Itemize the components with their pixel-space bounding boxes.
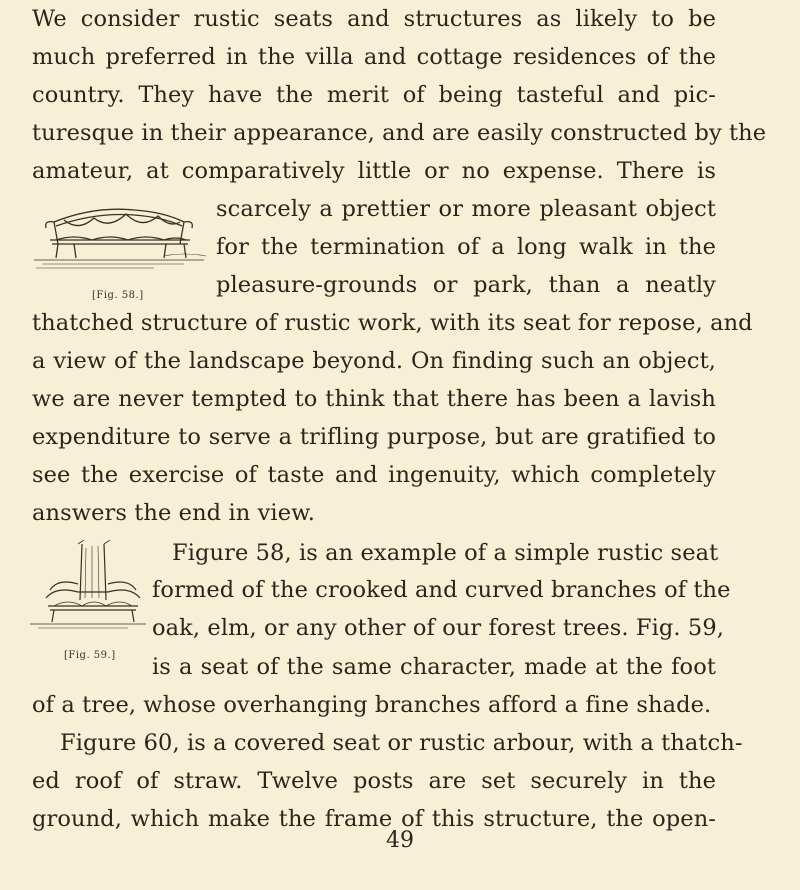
text-line-4: turesque in their appearance, and are easily constructed by the [32,120,767,146]
fig58-caption: [Fig. 58.] [92,290,144,301]
text-line-1: We consider rustic seats and structures as likely to be [32,6,716,32]
text-line-15: Figure 58, is an example of a simple rustic seat [172,540,719,566]
text-line-9: thatched structure of rustic work, with its seat for repose, and [32,310,753,336]
fig58-rustic-bench-illustration [34,200,210,278]
fig59-caption: [Fig. 59.] [64,650,116,661]
text-line-20: Figure 60, is a covered seat or rustic arbour, with a thatch- [60,730,743,756]
text-line-11: we are never tempted to think that there has been a lavish [32,386,716,412]
text-line-2: much preferred in the villa and cottage residences of the [32,44,716,70]
text-line-7: for the termination of a long walk in the [216,234,716,260]
text-line-12: expenditure to serve a trifling purpose, but are gratified to [32,424,716,450]
text-line-13: see the exercise of taste and ingenuity, which completely [32,462,716,488]
text-line-14: answers the end in view. [32,500,316,526]
text-line-3: country. They have the merit of being tasteful and pic- [32,82,716,108]
text-line-19: of a tree, whose overhanging branches afford a fine shade. [32,692,712,718]
text-line-18: is a seat of the same character, made at the foot [152,654,716,680]
text-line-6: scarcely a prettier or more pleasant object [216,196,716,222]
text-line-16: formed of the crooked and curved branches of the [152,577,731,603]
text-line-22: ground, which make the frame of this structure, the open- [32,806,716,832]
text-line-17: oak, elm, or any other of our forest trees. Fig. 59, [152,615,725,641]
text-line-21: ed roof of straw. Twelve posts are set securely in the [32,768,716,794]
page-number: 49 [386,828,414,853]
fig59-tree-seat-illustration [28,540,148,640]
text-line-10: a view of the landscape beyond. On finding such an object, [32,348,716,374]
text-line-8: pleasure-grounds or park, than a neatly [216,272,716,298]
text-line-5: amateur, at comparatively little or no expense. There is [32,158,716,184]
